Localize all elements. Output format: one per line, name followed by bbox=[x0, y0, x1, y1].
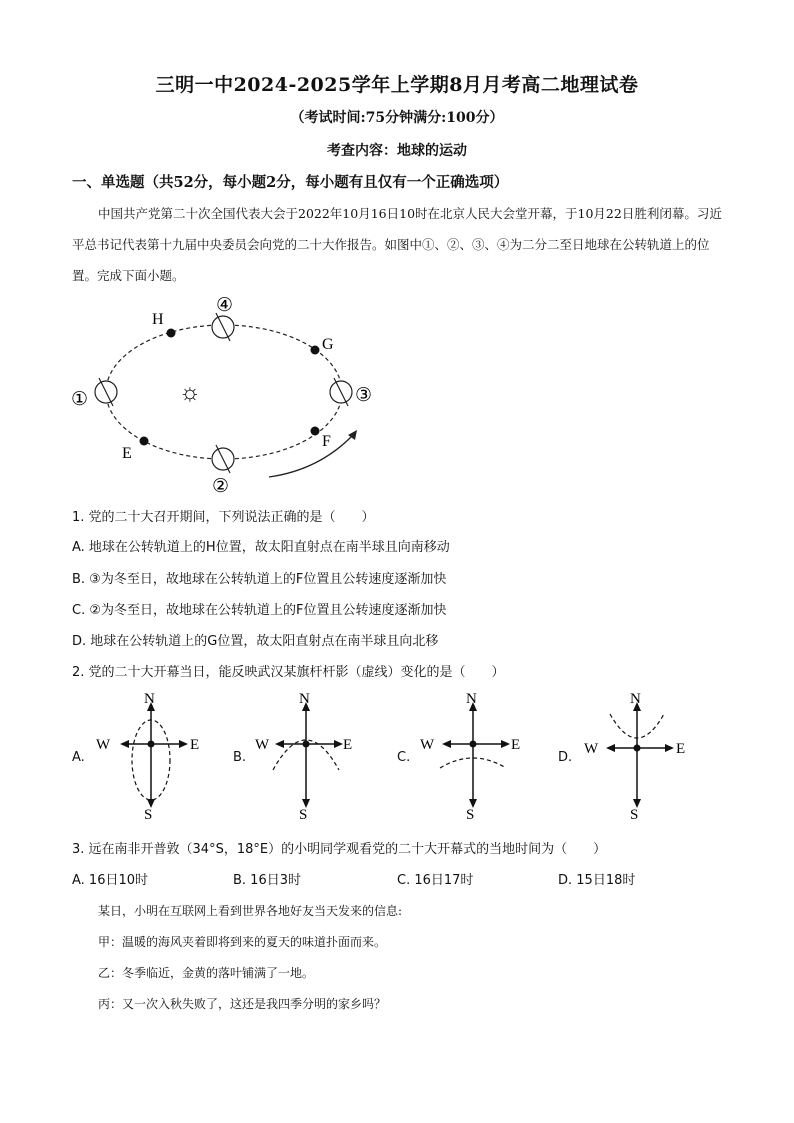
label-h: H bbox=[152, 311, 164, 328]
question-3-option-c[interactable]: C. 16日17时 bbox=[397, 873, 474, 888]
label-e: E bbox=[122, 445, 132, 462]
sun-icon: ☼ bbox=[179, 380, 201, 406]
label-position-3: ③ bbox=[355, 385, 373, 406]
question-2-option-b-label[interactable]: B. bbox=[233, 750, 247, 765]
point-f bbox=[311, 427, 320, 436]
question-3-stem: 3. 远在南非开普敦（34°S，18°E）的小明同学观看党的二十大开幕式的当地时间为（ ） bbox=[72, 842, 607, 857]
point-g bbox=[311, 346, 320, 355]
label-g: G bbox=[322, 336, 334, 353]
earth-position-3 bbox=[330, 378, 352, 406]
svg-text:W: W bbox=[96, 737, 111, 753]
revolution-arrow bbox=[269, 435, 353, 477]
shadow-diagram-b[interactable] bbox=[253, 692, 371, 824]
orbit-diagram bbox=[66, 290, 386, 500]
svg-text:S: S bbox=[299, 807, 308, 823]
svg-text:E: E bbox=[676, 741, 686, 757]
earth-position-1 bbox=[95, 378, 117, 406]
svg-text:E: E bbox=[190, 737, 200, 753]
point-h bbox=[167, 329, 176, 338]
svg-text:W: W bbox=[420, 737, 435, 753]
svg-text:S: S bbox=[630, 807, 639, 823]
svg-text:N: N bbox=[144, 692, 155, 707]
question-1-option-b[interactable]: B. ③为冬至日，故地球在公转轨道上的F位置且公转速度逐渐加快 bbox=[72, 572, 447, 587]
exam-scope: 考查内容：地球的运动 bbox=[327, 143, 467, 159]
question-2-stem: 2. 党的二十大开幕当日，能反映武汉某旗杆杆影（虚线）变化的是（ ） bbox=[72, 665, 505, 680]
svg-text:E: E bbox=[511, 737, 521, 753]
shadow-diagram-c[interactable] bbox=[418, 692, 536, 824]
question-3-option-a[interactable]: A. 16日10时 bbox=[72, 873, 149, 888]
question-1-option-d[interactable]: D. 地球在公转轨道上的G位置，故太阳直射点在南半球且向北移 bbox=[72, 634, 439, 649]
label-position-1: ① bbox=[71, 389, 89, 410]
exam-info: （考试时间:75分钟满分:100分） bbox=[290, 110, 504, 126]
dialog-intro: 某日，小明在互联网上看到世界各地好友当天发来的信息: bbox=[98, 904, 403, 918]
question-3-option-b[interactable]: B. 16日3时 bbox=[233, 873, 301, 888]
page-title: 三明一中2024-2025学年上学期8月月考高二地理试卷 bbox=[155, 74, 639, 96]
svg-text:N: N bbox=[630, 692, 641, 707]
svg-text:N: N bbox=[299, 692, 310, 707]
dialog-bing: 丙：又一次入秋失败了，这还是我四季分明的家乡吗？ bbox=[98, 997, 387, 1011]
dialog-yi: 乙：冬季临近，金黄的落叶铺满了一地。 bbox=[98, 966, 315, 980]
question-1-option-a[interactable]: A. 地球在公转轨道上的H位置，故太阳直射点在南半球且向南移动 bbox=[72, 540, 450, 555]
question-intro: 中国共产党第二十次全国代表大会于2022年10月16日10时在北京人民大会堂开幕，于10月22日胜利闭幕。习近平总书记代表第十九届中央委员会向党的二十大作报告。如图中①、②、③、④为二分二至日地球在公转轨道上的位置。完成下面小题。 bbox=[72, 206, 722, 283]
svg-text:N: N bbox=[466, 692, 477, 707]
question-1-option-c[interactable]: C. ②为冬至日，故地球在公转轨道上的F位置且公转速度逐渐加快 bbox=[72, 603, 447, 618]
question-2-option-a-label[interactable]: A. bbox=[72, 750, 85, 765]
svg-text:E: E bbox=[343, 737, 353, 753]
label-position-4: ④ bbox=[216, 295, 234, 316]
point-e bbox=[140, 437, 149, 446]
label-f: F bbox=[322, 433, 331, 450]
dialog-jia: 甲：温暖的海风夹着即将到来的夏天的味道扑面而来。 bbox=[98, 935, 387, 949]
earth-position-2 bbox=[212, 445, 234, 473]
svg-text:S: S bbox=[466, 807, 475, 823]
earth-position-4 bbox=[212, 313, 234, 341]
question-3-option-d[interactable]: D. 15日18时 bbox=[558, 873, 636, 888]
section-heading: 一、单选题（共52分，每小题2分，每小题有且仅有一个正确选项） bbox=[72, 174, 509, 191]
shadow-diagram-d[interactable] bbox=[580, 692, 698, 824]
svg-text:S: S bbox=[144, 807, 153, 823]
question-2-option-c-label[interactable]: C. bbox=[397, 750, 411, 765]
question-2-option-d-label[interactable]: D. bbox=[558, 750, 573, 765]
svg-text:W: W bbox=[584, 741, 599, 757]
question-1-stem: 1. 党的二十大召开期间，下列说法正确的是（ ） bbox=[72, 510, 375, 525]
svg-text:W: W bbox=[255, 737, 270, 753]
label-position-2: ② bbox=[212, 476, 230, 497]
shadow-diagram-a[interactable] bbox=[92, 692, 210, 824]
